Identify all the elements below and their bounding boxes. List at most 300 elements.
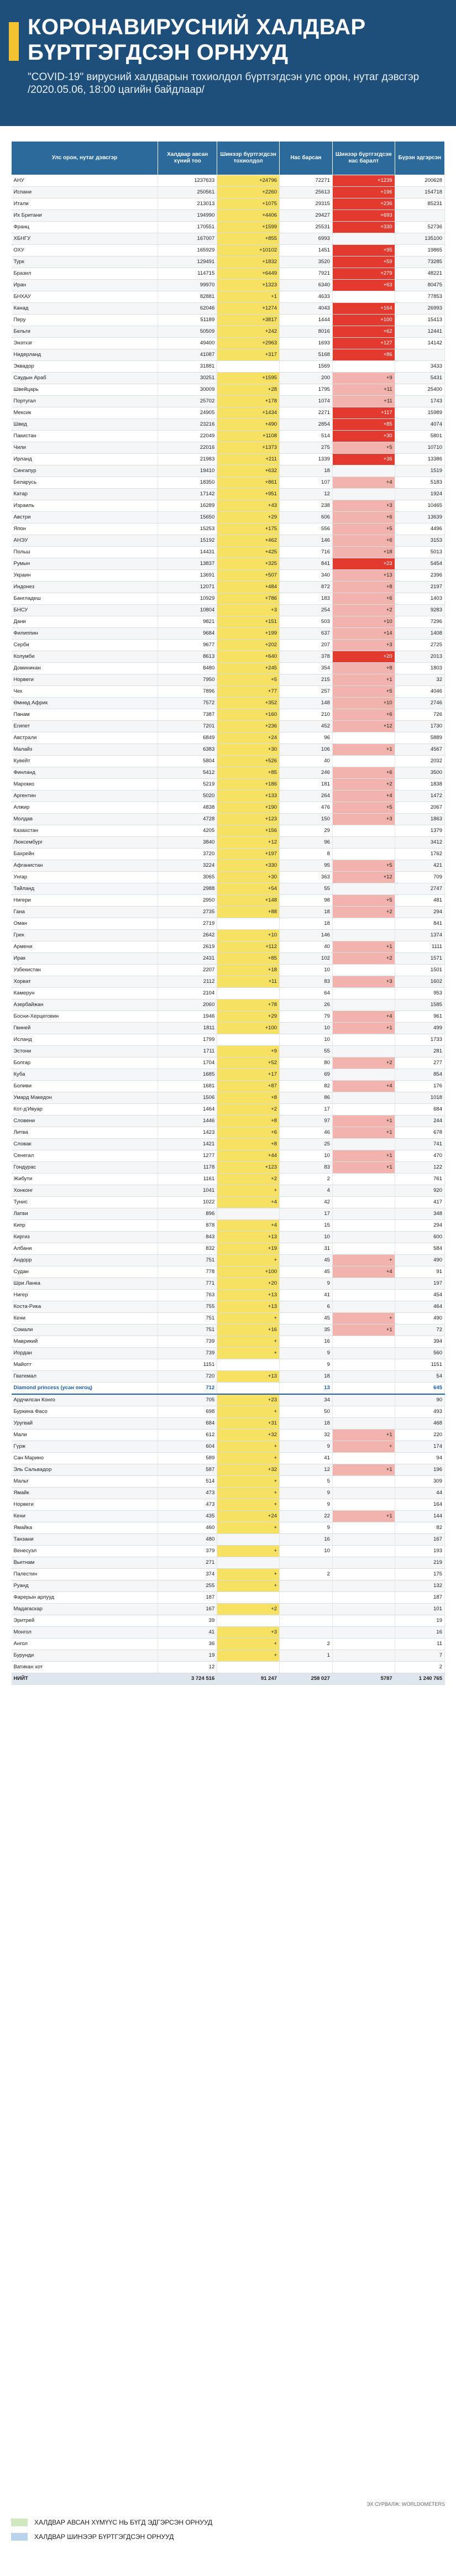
row-country: Гана: [12, 907, 158, 918]
row-recovered: 187: [395, 1592, 444, 1604]
row-cases: 435: [158, 1511, 217, 1522]
row-recovered: 85231: [395, 198, 444, 210]
table-row: [12, 686, 445, 698]
row-deaths: 25531: [280, 222, 333, 233]
row-deaths: 98: [280, 895, 333, 907]
row-cases: 30009: [158, 384, 217, 396]
row-new-deaths: +2: [332, 953, 395, 965]
row-cases: 1421: [158, 1139, 217, 1150]
row-deaths: 452: [280, 721, 333, 732]
row-deaths: 9: [280, 1359, 333, 1371]
row-recovered: 196: [395, 1464, 444, 1476]
row-new-deaths: +196: [332, 187, 395, 198]
row-new-cases: +31: [217, 1418, 280, 1430]
table-row: [12, 1662, 445, 1673]
row-cases: 17142: [158, 489, 217, 500]
table-row: [12, 547, 445, 558]
row-deaths: 12: [280, 1464, 333, 1476]
row-country: Нигери: [12, 895, 158, 907]
row-recovered: 13386: [395, 454, 444, 465]
row-country: Хонконг: [12, 1185, 158, 1197]
table-row: [12, 1348, 445, 1359]
row-new-deaths: [332, 965, 395, 976]
row-recovered: 101: [395, 1604, 444, 1615]
table-row: [12, 651, 445, 663]
row-deaths: 45: [280, 1313, 333, 1324]
row-deaths: 1693: [280, 338, 333, 349]
row-deaths: 354: [280, 663, 333, 674]
header-cases: Халдвар авсан хүний тоо: [158, 142, 217, 175]
row-recovered: 80475: [395, 280, 444, 291]
row-new-cases: +4: [217, 1220, 280, 1232]
row-recovered: 7: [395, 1650, 444, 1662]
row-new-cases: +: [217, 1638, 280, 1650]
row-recovered: 176: [395, 1081, 444, 1092]
row-country: Мальт: [12, 1476, 158, 1488]
row-cases: 3065: [158, 872, 217, 883]
row-deaths: 9: [280, 1348, 333, 1359]
row-new-deaths: [332, 1662, 395, 1673]
row-deaths: 25: [280, 1139, 333, 1150]
row-new-deaths: +11: [332, 396, 395, 407]
row-cases: 514: [158, 1476, 217, 1488]
row-deaths: 1: [280, 1650, 333, 1662]
table-row: [12, 1023, 445, 1034]
row-deaths: 476: [280, 802, 333, 814]
row-cases: 15650: [158, 512, 217, 523]
row-recovered: 4496: [395, 523, 444, 535]
row-new-deaths: [332, 1592, 395, 1604]
row-country: Кени: [12, 1511, 158, 1522]
table-row: [12, 1046, 445, 1057]
row-country: Умард Македон: [12, 1092, 158, 1104]
legend: [11, 2515, 445, 2544]
row-country: Киргиз: [12, 1232, 158, 1243]
row-cases: 2112: [158, 976, 217, 988]
row-cases: 2207: [158, 965, 217, 976]
table-row: [12, 1383, 445, 1395]
row-recovered: 54: [395, 1371, 444, 1383]
row-deaths: 238: [280, 500, 333, 512]
row-deaths: 18: [280, 1371, 333, 1383]
row-new-deaths: +86: [332, 349, 395, 361]
row-cases: 21983: [158, 454, 217, 465]
row-recovered: [395, 349, 444, 361]
row-country: Өмнөд Африк: [12, 698, 158, 709]
row-new-deaths: [332, 1185, 395, 1197]
row-new-deaths: [332, 825, 395, 837]
row-deaths: 6340: [280, 280, 333, 291]
row-new-cases: +197: [217, 849, 280, 860]
row-deaths: 841: [280, 558, 333, 570]
row-deaths: 55: [280, 883, 333, 895]
row-country: Нигер: [12, 1290, 158, 1301]
row-country: Беларусь: [12, 477, 158, 489]
row-cases: 2719: [158, 918, 217, 930]
row-new-deaths: +2: [332, 1057, 395, 1069]
row-recovered: 193: [395, 1546, 444, 1557]
row-cases: 22016: [158, 442, 217, 454]
row-country: Венесуэл: [12, 1546, 158, 1557]
row-recovered: 1151: [395, 1359, 444, 1371]
table-row: [12, 628, 445, 640]
table-row: [12, 790, 445, 802]
row-new-deaths: [332, 1208, 395, 1220]
row-recovered: 11: [395, 1638, 444, 1650]
row-recovered: 9283: [395, 605, 444, 616]
row-new-deaths: +5: [332, 523, 395, 535]
row-new-deaths: +693: [332, 210, 395, 222]
row-new-cases: [217, 918, 280, 930]
row-recovered: 490: [395, 1313, 444, 1324]
row-new-cases: +1108: [217, 431, 280, 442]
row-cases: 7572: [158, 698, 217, 709]
row-country: Филиппин: [12, 628, 158, 640]
row-country: Фарерын арлууд: [12, 1592, 158, 1604]
row-new-cases: [217, 1383, 280, 1395]
table-row: [12, 1580, 445, 1592]
row-recovered: 174: [395, 1441, 444, 1453]
row-recovered: 1571: [395, 953, 444, 965]
row-country: Кот-д'Ивуар: [12, 1104, 158, 1116]
row-new-cases: +: [217, 1546, 280, 1557]
table-row: [12, 721, 445, 732]
row-new-deaths: +85: [332, 419, 395, 431]
row-country: Саудын Араб: [12, 373, 158, 384]
row-cases: 49400: [158, 338, 217, 349]
table-row: [12, 1627, 445, 1638]
row-deaths: 4: [280, 1185, 333, 1197]
row-recovered: 15989: [395, 407, 444, 419]
row-deaths: 207: [280, 640, 333, 651]
row-country: Вьетнам: [12, 1557, 158, 1569]
table-row: [12, 535, 445, 547]
row-cases: 170551: [158, 222, 217, 233]
row-country: Бангладеш: [12, 593, 158, 605]
row-country: Сан Марино: [12, 1453, 158, 1464]
row-country: Испани: [12, 187, 158, 198]
row-country: Египет: [12, 721, 158, 732]
row-new-cases: [217, 1557, 280, 1569]
table-row: [12, 988, 445, 999]
row-new-cases: +32: [217, 1464, 280, 1476]
row-new-deaths: +1: [332, 1430, 395, 1441]
row-country: Маврикий: [12, 1336, 158, 1348]
table-row: [12, 976, 445, 988]
table-row: [12, 918, 445, 930]
row-deaths: 215: [280, 674, 333, 686]
table-row: [12, 1104, 445, 1116]
row-deaths: 13: [280, 1383, 333, 1395]
row-cases: 684: [158, 1418, 217, 1430]
row-recovered: 5801: [395, 431, 444, 442]
row-country: Энэтхэг: [12, 338, 158, 349]
row-new-deaths: [332, 756, 395, 767]
row-new-deaths: +2: [332, 779, 395, 790]
row-deaths: 10: [280, 1546, 333, 1557]
row-new-cases: +352: [217, 698, 280, 709]
row-new-cases: +: [217, 1348, 280, 1359]
row-cases: 19: [158, 1650, 217, 1662]
row-new-cases: +507: [217, 570, 280, 582]
row-country: Ямайк: [12, 1488, 158, 1499]
row-country: Израиль: [12, 500, 158, 512]
table-row: [12, 895, 445, 907]
table-row: [12, 373, 445, 384]
row-country: Норвеги: [12, 1499, 158, 1511]
row-deaths: 5168: [280, 349, 333, 361]
table-row: [12, 814, 445, 825]
table-row: [12, 837, 445, 849]
row-new-deaths: +11: [332, 384, 395, 396]
row-country: Хорват: [12, 976, 158, 988]
row-new-deaths: +1: [332, 1324, 395, 1336]
row-new-cases: +175: [217, 523, 280, 535]
table-row: [12, 465, 445, 477]
row-recovered: 499: [395, 1023, 444, 1034]
row-new-cases: +3817: [217, 315, 280, 326]
row-deaths: 8: [280, 849, 333, 860]
row-country: Куба: [12, 1069, 158, 1081]
row-deaths: 2: [280, 1638, 333, 1650]
row-new-deaths: +10: [332, 616, 395, 628]
row-deaths: 10: [280, 965, 333, 976]
row-new-deaths: +1: [332, 1162, 395, 1174]
row-new-cases: +29: [217, 512, 280, 523]
row-new-cases: +330: [217, 860, 280, 872]
row-deaths: 2: [280, 1569, 333, 1580]
row-new-cases: +: [217, 1185, 280, 1197]
row-cases: 473: [158, 1488, 217, 1499]
row-country: Жибути: [12, 1174, 158, 1185]
row-country: Серби: [12, 640, 158, 651]
row-recovered: 2197: [395, 582, 444, 593]
row-new-deaths: [332, 1301, 395, 1313]
row-new-cases: [217, 361, 280, 373]
table-row: [12, 419, 445, 431]
table-row: [12, 233, 445, 245]
row-new-cases: +: [217, 1580, 280, 1592]
row-new-cases: +78: [217, 999, 280, 1011]
row-new-deaths: +117: [332, 407, 395, 419]
row-deaths: 10: [280, 1023, 333, 1034]
row-cases: 8480: [158, 663, 217, 674]
row-cases: 2950: [158, 895, 217, 907]
total-row-new-deaths: 5787: [332, 1673, 395, 1685]
table-row: [12, 1511, 445, 1522]
row-cases: 30251: [158, 373, 217, 384]
covid-table-wrap: [11, 141, 445, 1685]
table-total-row: [12, 1673, 445, 1685]
row-deaths: 150: [280, 814, 333, 825]
row-new-deaths: [332, 849, 395, 860]
row-recovered: 122: [395, 1162, 444, 1174]
row-deaths: [280, 1557, 333, 1569]
row-recovered: 2013: [395, 651, 444, 663]
row-cases: 460: [158, 1522, 217, 1534]
row-recovered: 2: [395, 1662, 444, 1673]
row-deaths: 32: [280, 1430, 333, 1441]
row-deaths: 606: [280, 512, 333, 523]
row-deaths: 45: [280, 1266, 333, 1278]
row-country: Камерун: [12, 988, 158, 999]
legend-item-new: [11, 2530, 445, 2544]
row-deaths: 275: [280, 442, 333, 454]
row-new-cases: +242: [217, 326, 280, 338]
row-new-cases: +2963: [217, 338, 280, 349]
row-deaths: 31: [280, 1243, 333, 1255]
row-recovered: 219: [395, 1557, 444, 1569]
row-new-cases: [217, 1592, 280, 1604]
row-new-cases: +52: [217, 1057, 280, 1069]
row-new-cases: +20: [217, 1278, 280, 1290]
row-new-deaths: [332, 1197, 395, 1208]
row-new-cases: +32: [217, 1430, 280, 1441]
row-recovered: 309: [395, 1476, 444, 1488]
row-recovered: 132: [395, 1580, 444, 1592]
row-cases: 587: [158, 1464, 217, 1476]
table-row: [12, 1220, 445, 1232]
row-recovered: 421: [395, 860, 444, 872]
row-country: Швед: [12, 419, 158, 431]
row-deaths: 46: [280, 1127, 333, 1139]
row-recovered: 135100: [395, 233, 444, 245]
row-recovered: 77853: [395, 291, 444, 303]
row-recovered: 2746: [395, 698, 444, 709]
row-new-deaths: +1: [332, 1511, 395, 1522]
row-cases: 18350: [158, 477, 217, 489]
row-country: Палестин: [12, 1569, 158, 1580]
row-new-deaths: [332, 1557, 395, 1569]
row-cases: 9821: [158, 616, 217, 628]
row-recovered: 3500: [395, 767, 444, 779]
table-row: [12, 1557, 445, 1569]
row-new-cases: +245: [217, 663, 280, 674]
row-country: Болгар: [12, 1057, 158, 1069]
table-row: [12, 349, 445, 361]
table-row: [12, 802, 445, 814]
table-row: [12, 582, 445, 593]
row-recovered: 10465: [395, 500, 444, 512]
table-row: [12, 175, 445, 187]
row-new-deaths: +20: [332, 651, 395, 663]
row-deaths: 106: [280, 744, 333, 756]
table-row: [12, 396, 445, 407]
page-title: КОРОНАВИРУСНИЙ ХАЛДВАР БҮРТГЭГДСЭН ОРНУУД: [28, 15, 366, 65]
row-recovered: 167: [395, 1534, 444, 1546]
table-row: [12, 1476, 445, 1488]
table-row: [12, 1430, 445, 1441]
row-new-cases: +85: [217, 953, 280, 965]
row-recovered: 1403: [395, 593, 444, 605]
table-row: [12, 1371, 445, 1383]
row-cases: 1277: [158, 1150, 217, 1162]
row-new-cases: +861: [217, 477, 280, 489]
row-new-deaths: [332, 291, 395, 303]
row-new-cases: +17: [217, 1069, 280, 1081]
row-deaths: [280, 1615, 333, 1627]
table-row: [12, 431, 445, 442]
row-country: Сенегал: [12, 1150, 158, 1162]
row-new-deaths: [332, 1359, 395, 1371]
row-country: Узбекистан: [12, 965, 158, 976]
row-recovered: 920: [395, 1185, 444, 1197]
table-row: [12, 1499, 445, 1511]
row-cases: 25702: [158, 396, 217, 407]
row-cases: 3720: [158, 849, 217, 860]
row-new-deaths: +: [332, 1441, 395, 1453]
table-row: [12, 663, 445, 674]
row-deaths: 6: [280, 1301, 333, 1313]
row-country: Аргентин: [12, 790, 158, 802]
row-cases: 213013: [158, 198, 217, 210]
row-country: Франц: [12, 222, 158, 233]
covid-table: [11, 141, 445, 1685]
row-new-cases: +: [217, 1313, 280, 1324]
row-recovered: 3153: [395, 535, 444, 547]
row-new-deaths: +6: [332, 593, 395, 605]
row-country: Норвеги: [12, 674, 158, 686]
row-cases: 2104: [158, 988, 217, 999]
row-new-deaths: [332, 1488, 395, 1499]
row-new-cases: +30: [217, 872, 280, 883]
table-row: [12, 1313, 445, 1324]
row-new-cases: +24: [217, 732, 280, 744]
row-cases: 2735: [158, 907, 217, 918]
row-deaths: 6993: [280, 233, 333, 245]
row-cases: 1237633: [158, 175, 217, 187]
row-cases: 1151: [158, 1359, 217, 1371]
row-new-cases: +1599: [217, 222, 280, 233]
table-row: [12, 489, 445, 500]
row-country: Дани: [12, 616, 158, 628]
row-cases: 82881: [158, 291, 217, 303]
row-new-deaths: [332, 1418, 395, 1430]
row-country: Пакистан: [12, 431, 158, 442]
row-country: Майотт: [12, 1359, 158, 1371]
row-new-deaths: +63: [332, 280, 395, 291]
row-new-deaths: +3: [332, 976, 395, 988]
row-recovered: 90: [395, 1394, 444, 1406]
row-new-deaths: +330: [332, 222, 395, 233]
row-cases: 720: [158, 1371, 217, 1383]
row-new-deaths: +1: [332, 1464, 395, 1476]
row-cases: 51189: [158, 315, 217, 326]
row-recovered: 220: [395, 1430, 444, 1441]
row-cases: 5020: [158, 790, 217, 802]
row-new-cases: +77: [217, 686, 280, 698]
row-new-deaths: [332, 930, 395, 941]
row-deaths: 18: [280, 918, 333, 930]
row-new-cases: +54: [217, 883, 280, 895]
row-cases: 129491: [158, 256, 217, 268]
row-cases: 7387: [158, 709, 217, 721]
table-row: [12, 593, 445, 605]
row-deaths: 17: [280, 1104, 333, 1116]
legend-label-recovered: ХАЛДВАР АВСАН ХҮМҮҮС НЬ БҮГД ЭДГЭРСЭН ОРНУУД: [34, 2519, 213, 2526]
row-cases: 13691: [158, 570, 217, 582]
row-country: Ирак: [12, 953, 158, 965]
row-deaths: 18: [280, 1418, 333, 1430]
row-country: Австрали: [12, 732, 158, 744]
row-recovered: 1863: [395, 814, 444, 825]
row-new-deaths: +18: [332, 547, 395, 558]
row-cases: 3840: [158, 837, 217, 849]
table-row: [12, 1278, 445, 1290]
row-cases: 698: [158, 1406, 217, 1418]
row-new-cases: +: [217, 1453, 280, 1464]
row-new-cases: +160: [217, 709, 280, 721]
